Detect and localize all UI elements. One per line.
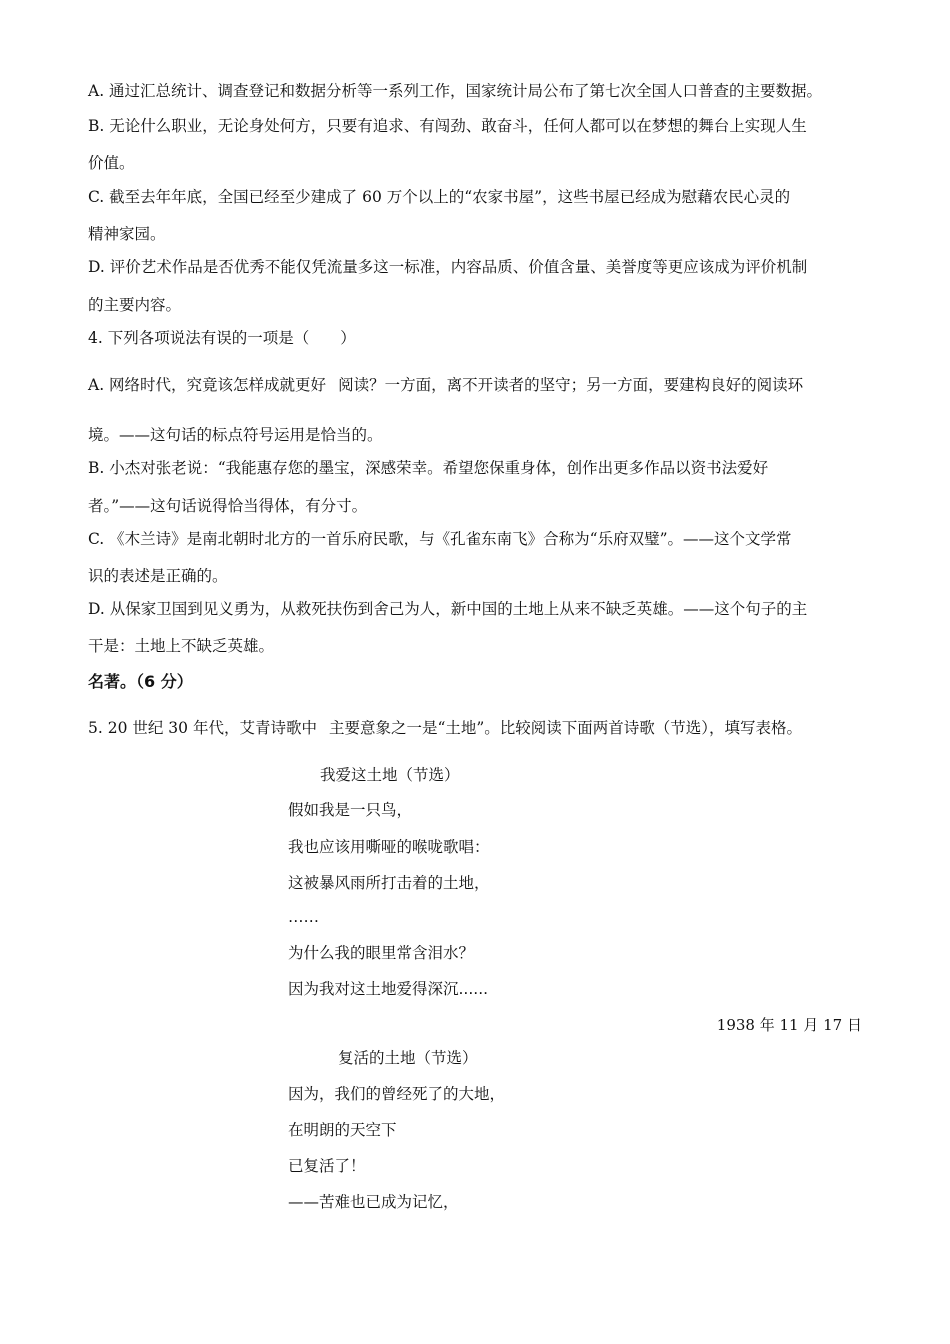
poem2-line: 在明朗的天空下 <box>288 1121 397 1139</box>
poem1-line: 因为我对这土地爱得深沉...... <box>288 980 489 998</box>
poem1-line: …… <box>288 908 319 926</box>
poem1-date: 1938 年 11 月 17 日 <box>716 1016 862 1034</box>
q4-option-d-line2: 干是：土地上不缺乏英雄。 <box>88 637 275 655</box>
q3-option-b-line1: B. 无论什么职业，无论身处何方，只要有追求、有闯劲、敢奋斗，任何人都可以在梦想的舞台上实现人生 <box>88 117 807 135</box>
q3-option-b-line2: 价值。 <box>88 154 135 172</box>
poem1-title: 我爱这土地（节选） <box>320 766 460 784</box>
q4-option-a-line1 <box>88 375 803 395</box>
poem1-line: 假如我是一只鸟， <box>288 801 413 819</box>
q4-option-b-line2: 者。”——这句话说得恰当得体，有分寸。 <box>88 497 368 515</box>
poem2-line: 因为，我们的曾经死了的大地， <box>288 1085 506 1103</box>
poem2-line: 已复活了！ <box>288 1157 366 1175</box>
q4-option-a-pre: A. 网络时代，究竟该怎样成就更好 <box>88 376 327 394</box>
poem1-line: 我也应该用嘶哑的喉咙歌唱： <box>288 838 490 856</box>
q3-option-a: A. 通过汇总统计、调查登记和数据分析等一系列工作，国家统计局公布了第七次全国人口普查的主要数据。 <box>88 82 823 100</box>
q5-stem-post: 主要意象之一是“土地”。比较阅读下面两首诗歌（节选），填写表格。 <box>328 719 803 737</box>
q4-option-c-line2: 识的表述是正确的。 <box>88 567 228 585</box>
poem2-title: 复活的土地（节选） <box>338 1049 478 1067</box>
poem1-line: 为什么我的眼里常含泪水？ <box>288 944 475 962</box>
q4-stem: 4. 下列各项说法有误的一项是（ ） <box>88 329 356 347</box>
section-heading: 名著。（6 分） <box>88 672 193 691</box>
q3-option-c-line2: 精神家园。 <box>88 225 166 243</box>
q4-option-c-line1: C. 《木兰诗》是南北朝时北方的一首乐府民歌，与《孔雀东南飞》合称为“乐府双璧”。——这个文学常 <box>88 530 792 548</box>
q4-option-b-line1: B. 小杰对张老说：“我能惠存您的墨宝，深感荣幸。希望您保重身体，创作出更多作品以资书法爱好 <box>88 459 769 477</box>
q3-option-d-line1: D. 评价艺术作品是否优秀不能仅凭流量多这一标准，内容品质、价值含量、美誉度等更应该成为评价机制 <box>88 258 808 276</box>
poem2-line: ——苦难也已成为记忆， <box>288 1193 459 1211</box>
q5-stem <box>88 718 802 738</box>
q4-option-a-post: 阅读？一方面，离不开读者的坚守；另一方面，要建构良好的阅读环 <box>338 376 804 394</box>
q4-option-a-line2: 境。——这句话的标点符号运用是恰当的。 <box>88 426 383 444</box>
poem1-line: 这被暴风雨所打击着的土地， <box>288 874 490 892</box>
q3-option-d-line2: 的主要内容。 <box>88 296 182 314</box>
q5-stem-pre: 5. 20 世纪 30 年代，艾青诗歌中 <box>88 719 317 737</box>
q3-option-c-line1: C. 截至去年年底，全国已经至少建成了 60 万个以上的“农家书屋”，这些书屋已经成为慰藉农民心灵的 <box>88 188 791 206</box>
q4-option-d-line1: D. 从保家卫国到见义勇为，从救死扶伤到舍己为人，新中国的土地上从来不缺乏英雄。——这个句子的主 <box>88 600 808 618</box>
